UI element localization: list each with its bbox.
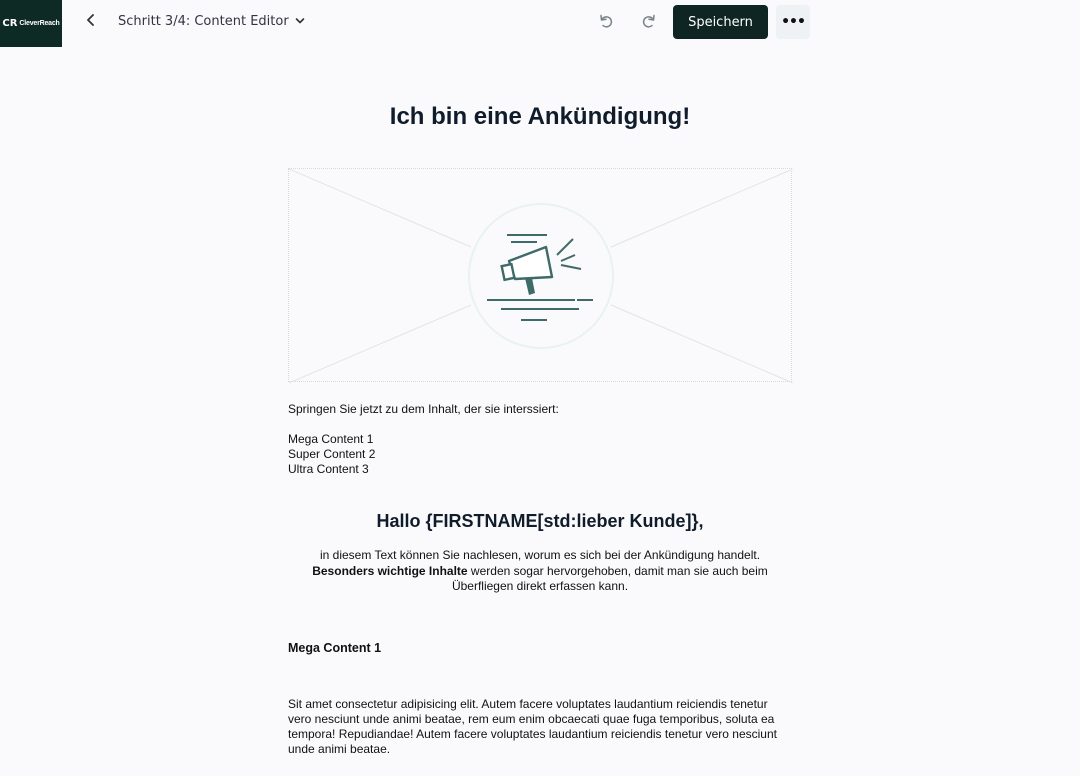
email-canvas <box>0 47 1080 776</box>
undo-button[interactable] <box>596 11 616 31</box>
email-headline[interactable]: Ich bin eine Ankündigung! <box>389 103 691 130</box>
intro-paragraph[interactable] <box>288 548 792 595</box>
content-link[interactable]: Mega Content 1 <box>288 432 374 446</box>
step-dropdown[interactable] <box>118 11 305 31</box>
redo-icon <box>641 13 657 29</box>
logo-mark-icon: CR <box>2 18 18 29</box>
save-button[interactable]: Speichern <box>673 5 768 39</box>
header-image-block[interactable] <box>288 168 792 382</box>
content-link[interactable]: Ultra Content 3 <box>288 462 369 476</box>
intro-text[interactable]: Springen Sie jetzt zu dem Inhalt, der sie interssiert: <box>288 402 559 416</box>
redo-button[interactable] <box>639 11 659 31</box>
step-label: Schritt 3/4: Content Editor <box>118 13 289 29</box>
back-button[interactable] <box>82 11 100 29</box>
paragraph-line: in diesem Text können Sie nachlesen, worum es sich bei der Ankündigung handelt. <box>319 548 761 562</box>
paragraph-bold-text: Besonders wichtige Inhalte <box>312 563 468 578</box>
megaphone-illustration <box>289 169 793 383</box>
logo-text: CleverReach <box>19 20 60 27</box>
content-link-list <box>288 432 792 477</box>
paragraph-emphasis-block <box>288 564 792 595</box>
content-link[interactable]: Super Content 2 <box>288 447 376 461</box>
undo-icon <box>598 13 614 29</box>
more-horizontal-icon: ••• <box>781 14 805 30</box>
section-title[interactable]: Mega Content 1 <box>288 641 382 655</box>
more-options-button[interactable] <box>776 5 810 39</box>
top-toolbar <box>0 0 1080 47</box>
section-body[interactable]: Sit amet consectetur adipisicing elit. Autem facere voluptates laudantium reiciendis tenetur vero nesciunt unde animi beatae, rem eum enim obcaecati quae fuga temporibus, soluta ea tempora! Repudiandae! Autem facere voluptates laudantium reiciendis tenetur vero nesciunt unde animi beatae. <box>288 697 777 756</box>
chevron-left-icon <box>86 14 96 26</box>
cleverreach-logo[interactable] <box>0 0 62 47</box>
chevron-down-icon <box>295 17 305 25</box>
greeting-heading[interactable]: Hallo {FIRSTNAME[std:lieber Kunde]}, <box>376 511 704 531</box>
paragraph-rest-text: werden sogar hervorgehoben, damit man sie auch beim Überfliegen direkt erfassen kann. <box>451 563 768 593</box>
